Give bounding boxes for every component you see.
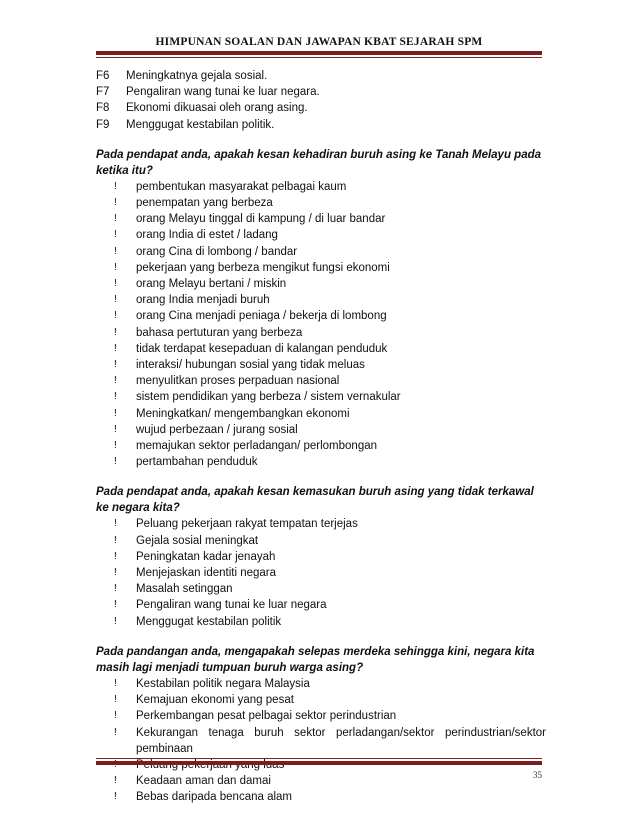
list-item-text: Masalah setinggan <box>136 583 233 596</box>
list-item <box>96 292 546 308</box>
list-item <box>96 260 546 276</box>
list-item <box>96 276 546 292</box>
list-item <box>96 454 546 470</box>
bullet-icon: ! <box>114 534 117 546</box>
list-item <box>96 614 546 630</box>
bullet-icon: ! <box>114 359 117 371</box>
factor-list <box>96 68 546 133</box>
list-item <box>96 549 546 565</box>
list-item <box>96 308 546 324</box>
list-item-text: orang India menjadi buruh <box>136 294 270 307</box>
list-item <box>96 422 546 438</box>
list-item <box>96 676 546 692</box>
header-rule-thin <box>96 57 542 58</box>
list-item <box>96 211 546 227</box>
list-item-text <box>136 757 546 773</box>
list-item-text: Keadaan aman dan damai <box>136 775 271 788</box>
page-number: 35 <box>533 770 542 780</box>
list-item <box>96 325 546 341</box>
list-item-text: Meningkatkan/ mengembangkan ekonomi <box>136 407 350 420</box>
list-item <box>96 773 546 789</box>
bullet-icon: ! <box>114 694 117 706</box>
list-item-text: Gejala sosial meningkat <box>136 534 259 547</box>
list-item <box>96 227 546 243</box>
bullet-icon: ! <box>114 615 117 627</box>
answer-list <box>96 676 546 806</box>
footer-rule-thin <box>96 758 542 759</box>
factor-row <box>96 100 546 116</box>
list-item-text: orang Cina menjadi peniaga / bekerja di lombong <box>136 310 387 323</box>
list-item-text: memajukan sektor perladangan/ perlombongan <box>136 440 378 453</box>
bullet-icon: ! <box>114 567 117 579</box>
bullet-icon: ! <box>114 440 117 452</box>
question-heading: Pada pendapat anda, apakah kesan kemasukan buruh asing yang tidak terkawal ke negara kita? <box>96 486 534 515</box>
list-item <box>96 581 546 597</box>
bullet-icon: ! <box>114 180 117 192</box>
bullet-icon: ! <box>114 229 117 241</box>
list-item <box>96 533 546 549</box>
bullet-icon <box>96 757 136 773</box>
bullet-icon: ! <box>114 677 117 689</box>
bullet-icon: ! <box>114 791 117 803</box>
factor-row <box>96 84 546 100</box>
list-item <box>96 708 546 724</box>
bullet-icon: ! <box>114 599 117 611</box>
bullet-icon: ! <box>114 213 117 225</box>
list-item-text: bahasa pertuturan yang berbeza <box>136 326 303 339</box>
list-item-text: wujud perbezaan / jurang sosial <box>136 423 298 436</box>
list-item-text: penempatan yang berbeza <box>136 197 273 210</box>
bullet-icon: ! <box>114 197 117 209</box>
factor-code: F9 <box>96 118 110 131</box>
bullet-icon: ! <box>114 726 117 738</box>
list-item-text: tidak terdapat kesepaduan di kalangan penduduk <box>136 342 388 355</box>
list-item-text: interaksi/ hubungan sosial yang tidak meluas <box>136 359 365 372</box>
bullet-icon: ! <box>114 375 117 387</box>
list-item <box>96 179 546 195</box>
bullet-icon: ! <box>114 278 117 290</box>
list-item <box>96 389 546 405</box>
list-item <box>96 565 546 581</box>
bullet-icon: ! <box>114 775 117 787</box>
list-item <box>96 406 546 422</box>
list-item <box>96 757 546 773</box>
list-item <box>96 725 546 757</box>
header-rule-thick <box>96 51 542 55</box>
list-item <box>96 341 546 357</box>
list-item-text: Kestabilan politik negara Malaysia <box>136 677 310 690</box>
list-item <box>96 789 546 805</box>
bullet-icon: ! <box>114 550 117 562</box>
footer-rule-thick <box>96 761 542 765</box>
list-item-text: pertambahan penduduk <box>136 456 258 469</box>
list-item-text: orang India di estet / ladang <box>136 229 278 242</box>
factor-code: F8 <box>96 102 110 115</box>
list-item-text: pembentukan masyarakat pelbagai kaum <box>136 180 347 193</box>
bullet-icon: ! <box>114 518 117 530</box>
list-item <box>96 438 546 454</box>
list-item-text: orang Melayu bertani / miskin <box>136 278 287 291</box>
bullet-icon: ! <box>114 294 117 306</box>
bullet-icon: ! <box>114 583 117 595</box>
bullet-icon: ! <box>114 391 117 403</box>
answer-list <box>96 516 546 629</box>
list-item <box>96 357 546 373</box>
factor-text: Ekonomi dikuasai oleh orang asing. <box>126 102 308 115</box>
factor-code: F6 <box>96 70 110 82</box>
list-item-text: Menjejaskan identiti negara <box>136 567 277 580</box>
list-item-text: Kemajuan ekonomi yang pesat <box>136 694 294 707</box>
list-item-text: Pengaliran wang tunai ke luar negara <box>136 599 327 612</box>
factor-text: Menggugat kestabilan politik. <box>126 118 275 131</box>
bullet-icon: ! <box>114 245 117 257</box>
list-item-text: Bebas daripada bencana alam <box>136 791 293 804</box>
question-heading: Pada pandangan anda, mengapakah selepas merdeka sehingga kini, negara kita masih lagi menjadi tumpuan buruh warga asing? <box>96 645 535 674</box>
factor-text: Pengaliran wang tunai ke luar negara. <box>126 86 320 99</box>
bullet-icon: ! <box>114 261 117 273</box>
bullet-icon: ! <box>114 326 117 338</box>
factor-text: Meningkatnya gejala sosial. <box>126 70 268 82</box>
page-header-title: HIMPUNAN SOALAN DAN JAWAPAN KBAT SEJARAH SPM <box>155 36 483 48</box>
list-item-text: Peluang pekerjaan rakyat tempatan terjejas <box>136 518 358 531</box>
answer-list <box>96 179 546 471</box>
list-item-text: Perkembangan pesat pelbagai sektor perindustrian <box>136 710 397 723</box>
list-item <box>96 373 546 389</box>
list-item-text: Kekurangan tenaga buruh sektor perladangan/sektor perindustrian/sektor pembinaan <box>136 726 546 755</box>
list-item <box>96 692 546 708</box>
bullet-icon: ! <box>114 710 117 722</box>
list-item <box>96 516 546 532</box>
bullet-icon: ! <box>114 423 117 435</box>
list-item <box>96 244 546 260</box>
bullet-icon: ! <box>114 342 117 354</box>
factor-code: F7 <box>96 86 110 99</box>
bullet-icon: ! <box>114 456 117 468</box>
document-body <box>96 68 546 806</box>
list-item-text: menyulitkan proses perpaduan nasional <box>136 375 340 388</box>
list-item-text: Peningkatan kadar jenayah <box>136 550 276 563</box>
list-item-text: pekerjaan yang berbeza mengikut fungsi ekonomi <box>136 261 390 274</box>
list-item <box>96 195 546 211</box>
factor-row <box>96 117 546 133</box>
list-item-text: Menggugat kestabilan politik <box>136 615 282 628</box>
bullet-icon: ! <box>114 310 117 322</box>
question-heading: Pada pendapat anda, apakah kesan kehadiran buruh asing ke Tanah Melayu pada ketika itu? <box>96 148 542 177</box>
factor-row <box>96 68 546 84</box>
bullet-icon: ! <box>114 407 117 419</box>
list-item-text: sistem pendidikan yang berbeza / sistem vernakular <box>136 391 401 404</box>
list-item <box>96 597 546 613</box>
list-item-text: orang Melayu tinggal di kampung / di luar bandar <box>136 213 386 226</box>
list-item-text: orang Cina di lombong / bandar <box>136 245 298 258</box>
